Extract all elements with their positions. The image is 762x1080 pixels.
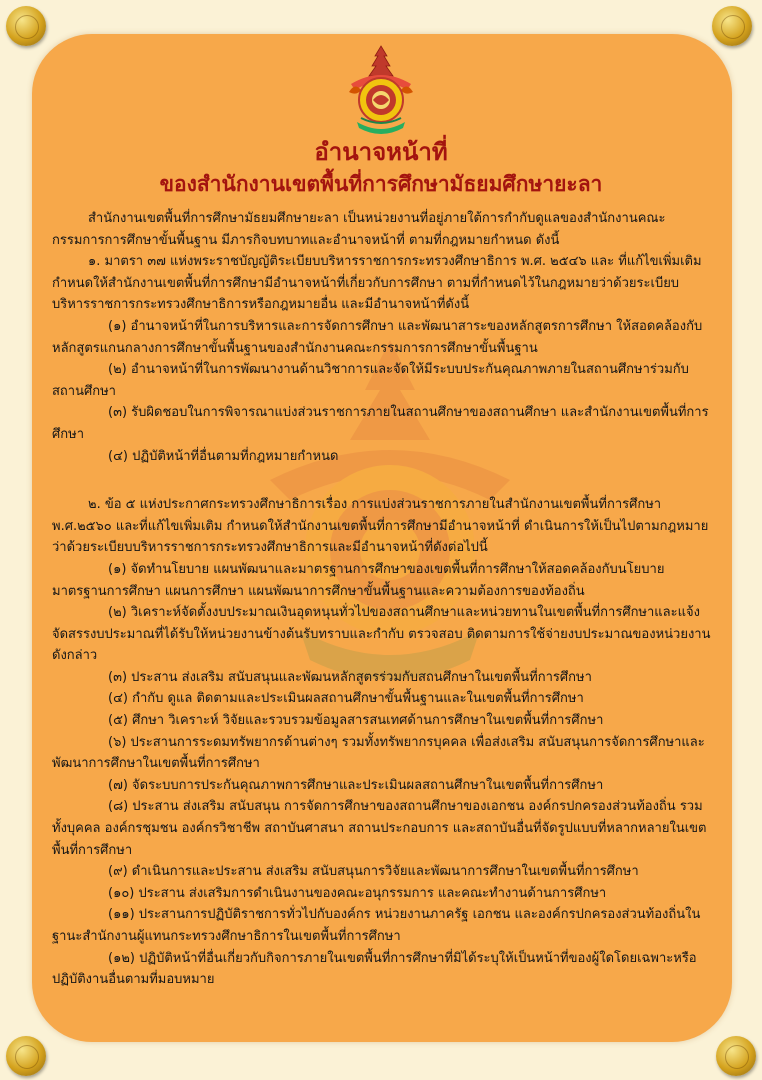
page-title: อำนาจหน้าที่ (314, 138, 448, 166)
section2-item: (๑) จัดทำนโยบาย แผนพัฒนาและมาตรฐานการศึกษาของเขตพื้นที่การศึกษาให้สอดคล้องกับนโยบาย มาตรฐานการศึกษา แผนการศึกษา แผนพัฒนาการศึกษาขั้นพื้นฐานและความต้องการของท้องถิ่น (52, 561, 665, 599)
section1-heading: ๑. มาตรา ๓๗ แห่งพระราชบัญญัติระเบียบบริหารราชการกระทรวงศึกษาธิการ พ.ศ. ๒๕๔๖ และ ที่แก้ไขเพิ่มเติม กำหนดให้สำนักงานเขตพื้นที่การศึกษามีอำนาจหน้าที่เกี่ยวกับการศึกษา ตามที่กำหนดไว้ในกฎหมายว่าด้วยระเบียบบริหารราชการกระทรวงศึกษาธิการหรือกฎหมายอื่น และมีอำนาจหน้าที่ดังนี้ (52, 254, 702, 313)
section-spacer (52, 467, 714, 494)
crest-logo-icon (345, 44, 417, 134)
section2-item: (๑๑) ประสานการปฏิบัติราชการทั่วไปกับองค์กร หน่วยงานภาครัฐ เอกชน และองค์กรปกครองส่วนท้องถิ่นในฐานะสำนักงานผู้แทนกระทรวงศึกษาธิการในเขตพื้นที่การศึกษา (52, 907, 701, 944)
section2-item: (๑๐) ประสาน ส่งเสริมการดำเนินงานของคณะอนุกรรมการ และคณะทำงานด้านการศึกษา (108, 885, 607, 901)
section2-item: (๑๒) ปฏิบัติหน้าที่อื่นเกี่ยวกับกิจการภายในเขตพื้นที่การศึกษาที่มิได้ระบุให้เป็นหน้าที่ของผู้ใดโดยเฉพาะหรือปฏิบัติงานอื่นตามที่มอบหมาย (52, 950, 697, 988)
intro-paragraph: สำนักงานเขตพื้นที่การศึกษามัธยมศึกษายะลา เป็นหน่วยงานที่อยู่ภายใต้การกำกับดูแลของสำนักงานคณะกรรมการการศึกษาขั้นพื้นฐาน มีภารกิจบทบาทและอำนาจหน้าที่ ตามที่กฎหมายกำหนด ดังนี้ (52, 211, 666, 248)
document-body (52, 208, 714, 991)
section2-item: (๙) ดำเนินการและประสาน ส่งเสริม สนับสนุนการวิจัยและพัฒนาการศึกษาในเขตพื้นที่การศึกษา (108, 864, 639, 880)
section2-item: (๕) ศึกษา วิเคราะห์ วิจัยและรวบรวมข้อมูลสารสนเทศด้านการศึกษาในเขตพื้นที่การศึกษา (108, 713, 604, 729)
section2-item: (๒) วิเคราะห์จัดตั้งงบประมาณเงินอุดหนุนทั่วไปของสถานศึกษาและหน่วยทานในเขตพื้นที่การศึกษาและแจ้งจัดสรรงบประมาณที่ได้รับให้หน่วยงานข้างต้นรับทราบและกำกับ ตรวจสอบ ติดตามการใช้จ่ายงบประมาณของหน่วยงานดังกล่าว (52, 605, 711, 664)
section1-item: (๑) อำนาจหน้าที่ในการบริหารและการจัดการศึกษา และพัฒนาสาระของหลักสูตรการศึกษา ให้สอดคล้องกับหลักสูตรแกนกลางการศึกษาขั้นพื้นฐานของสำนักงานคณะกรรมการการศึกษาขั้นพื้นฐาน (52, 318, 703, 356)
section2-item: (๔) กำกับ ดูแล ติดตามและประเมินผลสถานศึกษาขั้นพื้นฐานและในเขตพื้นที่การศึกษา (108, 691, 584, 707)
section1-item: (๔) ปฏิบัติหน้าที่อื่นตามที่กฎหมายกำหนด (108, 448, 339, 464)
section2-heading: ๒. ข้อ ๕ แห่งประกาศกระทรวงศึกษาธิการเรื่อง การแบ่งส่วนราชการภายในสำนักงานเขตพื้นที่การศึกษา พ.ศ.๒๕๖๐ และที่แก้ไขเพิ่มเติม กำหนดให้สำนักงานเขตพื้นที่การศึกษามีอำนาจหน้าที่ ดำเนินการให้เป็นไปตามกฎหมายว่าด้วยระเบียบบริหารราชการกระทรวงศึกษาธิการและมีอำนาจหน้าที่ดังต่อไปนี้ (52, 497, 709, 556)
pin-top-left-icon (6, 6, 46, 46)
pin-bottom-right-icon (716, 1036, 756, 1076)
pin-bottom-left-icon (6, 1036, 46, 1076)
section2-item: (๖) ประสานการระดมทรัพยากรด้านต่างๆ รวมทั้งทรัพยากรบุคคล เพื่อส่งเสริม สนับสนุนการจัดการศึกษาและพัฒนาการศึกษาในเขตพื้นที่การศึกษา (52, 734, 705, 772)
section1-item: (๒) อำนาจหน้าที่ในการพัฒนางานด้านวิชาการและจัดให้มีระบบประกันคุณภาพภายในสถานศึกษาร่วมกับสถานศึกษา (52, 362, 689, 399)
page-subtitle: ของสำนักงานเขตพื้นที่การศึกษามัธยมศึกษายะลา (159, 172, 603, 196)
section1-item: (๓) รับผิดชอบในการพิจารณาแบ่งส่วนราชการภายในสถานศึกษาของสถานศึกษา และสำนักงานเขตพื้นที่การศึกษา (52, 405, 709, 442)
section2-item: (๗) จัดระบบการประกันคุณภาพการศึกษาและประเมินผลสถานศึกษาในเขตพื้นที่การศึกษา (108, 777, 604, 793)
section2-item: (๘) ประสาน ส่งเสริม สนับสนุน การจัดการศึกษาของสถานศึกษาของเอกชน องค์กรปกครองส่วนท้องถิ่น รวมทั้งบุคคล องค์กรชุมชน องค์กรวิชาชีพ สถาบันศาสนา สถานประกอบการ และสถาบันอื่นที่จัดรูปแบบที่หลากหลายในเขตพื้นที่การศึกษา (52, 799, 707, 858)
pin-top-right-icon (712, 6, 752, 46)
section2-item: (๓) ประสาน ส่งเสริม สนับสนุนและพัฒนหลักสูตรร่วมกับสถนศึกษาในเขตพื้นที่การศึกษา (108, 669, 592, 685)
